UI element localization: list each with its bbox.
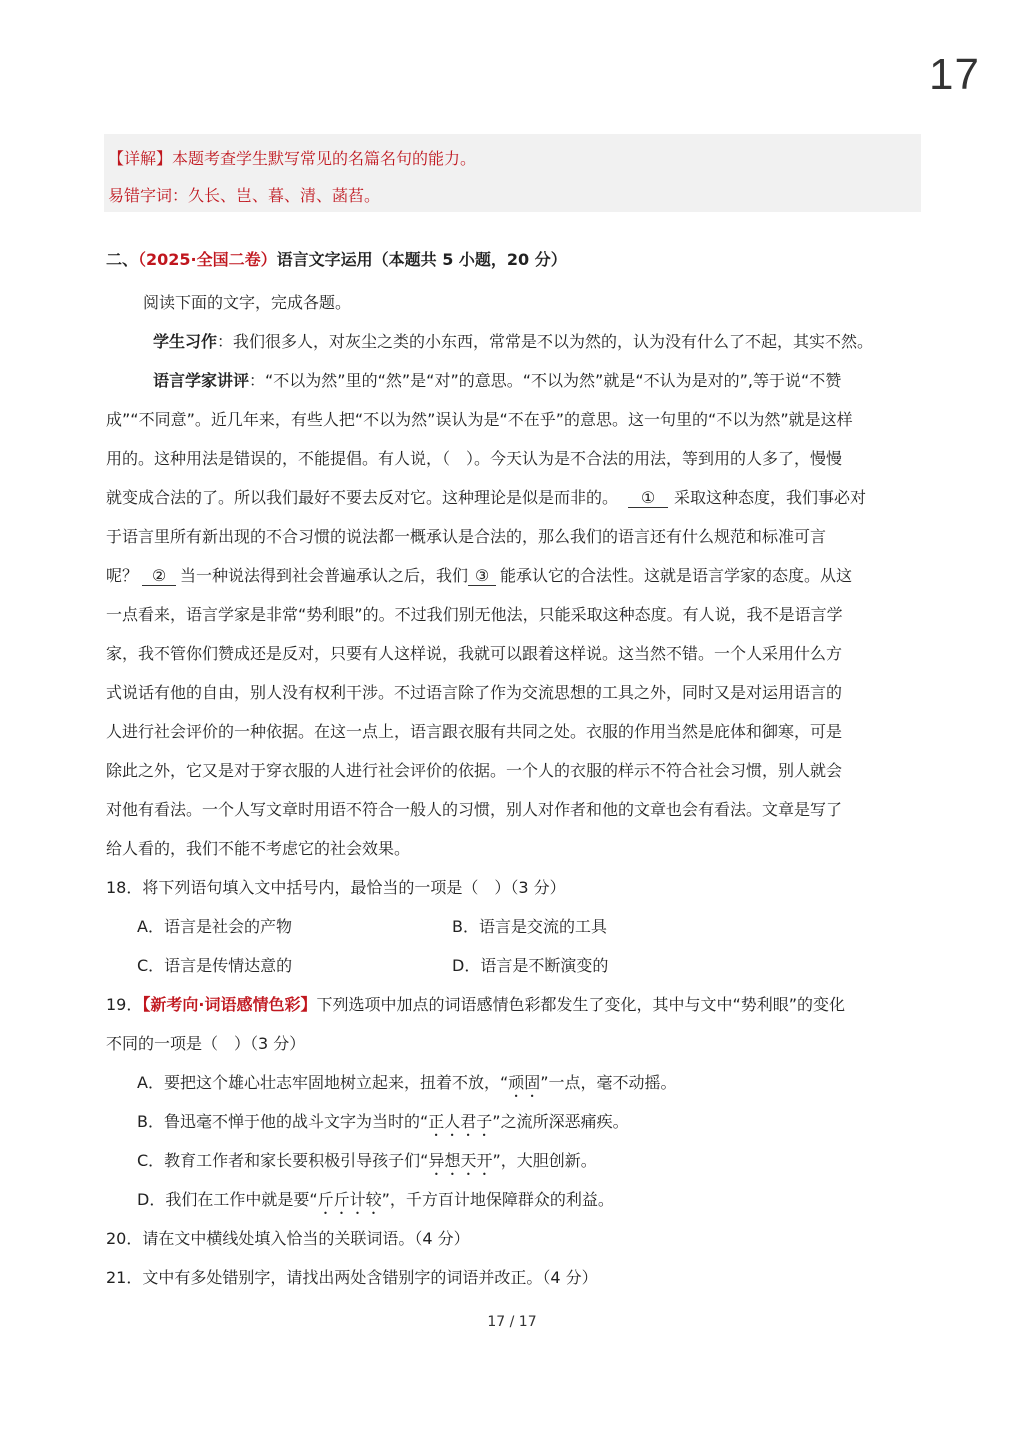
q19-option-a [137, 1070, 677, 1101]
q19-d-pre: D．我们在工作中就是要“ [137, 1190, 318, 1209]
q19-b-post: ”之流所深恶痛疾。 [492, 1112, 629, 1131]
student-label: 学生习作 [153, 332, 218, 351]
passage-text-4b: 采取这种态度，我们事必对 [674, 488, 867, 507]
q19-d-dotted-word: 斤斤计较 [317, 1190, 382, 1209]
q19-a-dotted-word: 顽固 [508, 1073, 541, 1092]
page-corner-number: 17 [929, 50, 980, 99]
q19-option-c [137, 1148, 597, 1179]
passage-text-4a: 就变成合法的了。所以我们最好不要去反对它。这种理论是似是而非的。 [106, 488, 619, 507]
analysis-line-1: 【详解】本题考查学生默写常见的名篇名句的能力。 [108, 149, 477, 168]
student-essay-line [153, 329, 873, 352]
q19-option-d [137, 1187, 614, 1218]
question-21-stem: 21．文中有多处错别字，请找出两处含错别字的词语并改正。（4 分） [106, 1268, 598, 1287]
q18-option-b: B．语言是交流的工具 [452, 917, 607, 936]
q18-option-a: A．语言是社会的产物 [137, 917, 292, 936]
q19-a-pre: A．要把这个雄心壮志牢固地树立起来，扭着不放，“ [137, 1073, 509, 1092]
question-20-stem: 20．请在文中横线处填入恰当的关联词语。（4 分） [106, 1229, 470, 1248]
q19-c-pre: C．教育工作者和家长要积极引导孩子们“ [137, 1151, 429, 1170]
passage-text-6b: 当一种说法得到社会普遍承认之后，我们 [180, 566, 469, 585]
q19-a-post: ”一点，毫不动摇。 [540, 1073, 677, 1092]
section-heading [106, 247, 567, 270]
q19-c-dotted-word: 异想天开 [428, 1151, 493, 1170]
passage-line-3: 用的。这种用法是错误的，不能提倡。有人说，（ ）。今天认为是不合法的用法，等到用的人多了，慢慢 [106, 449, 843, 468]
passage-line-12: 对他有看法。一个人写文章时用语不符合一般人的习惯，别人对作者和他的文章也会有看法。文章是写了 [106, 800, 843, 819]
passage-line-6 [106, 563, 852, 586]
section-title: 语言文字运用（本题共 5 小题，20 分） [276, 250, 567, 269]
q18-option-d: D．语言是不断演变的 [452, 956, 609, 975]
passage-line-7: 一点看来，语言学家是非常“势利眼”的。不过我们别无他法，只能采取这种态度。有人说，我不是语言学 [106, 605, 843, 624]
passage-text-6a: 呢？ [106, 566, 139, 585]
blank-1: ① [628, 488, 668, 508]
passage-text-1: ：“不以为然”里的“然”是“对”的意思。“不以为然”就是“不认为是对的”,等于说“不赞 [249, 371, 842, 390]
passage-line-13: 给人看的，我们不能不考虑它的社会效果。 [106, 839, 411, 858]
blank-2: ② [142, 566, 176, 586]
passage-text-6c: 能承认它的合法性。这就是语言学家的态度。从这 [500, 566, 853, 585]
q19-tag: 【新考向·词语感情色彩】 [142, 995, 317, 1014]
question-18-stem: 18．将下列语句填入文中括号内，最恰当的一项是（ ）（3 分） [106, 878, 566, 897]
q19-b-dotted-word: 正人君子 [428, 1112, 493, 1131]
q19-option-b [137, 1109, 629, 1140]
section-source: （2025·全国二卷） [138, 250, 277, 269]
instruction: 阅读下面的文字，完成各题。 [143, 293, 352, 312]
passage-line-11: 除此之外，它又是对于穿衣服的人进行社会评价的依据。一个人的衣服的样示不符合社会习惯，别人就会 [106, 761, 843, 780]
analysis-line-2: 易错字词：久长、岂、暮、清、菡萏。 [108, 186, 381, 205]
passage-line-1 [153, 368, 841, 391]
q19-b-pre: B．鲁迅毫不惮于他的战斗文字为当时的“ [137, 1112, 429, 1131]
section-number: 二、 [106, 250, 139, 269]
passage-line-4 [106, 485, 866, 508]
passage-line-10: 人进行社会评价的一种依据。在这一点上，语言跟衣服有共同之处。衣服的作用当然是庇体和御寒，可是 [106, 722, 843, 741]
q19-d-post: ”，千方百计地保障群众的利益。 [381, 1190, 614, 1209]
q19-stem-text: 下列选项中加点的词语感情色彩都发生了变化，其中与文中“势利眼”的变化 [316, 995, 846, 1014]
q19-number: 19． [106, 995, 143, 1014]
question-19-stem [106, 992, 845, 1015]
passage-line-8: 家，我不管你们赞成还是反对，只要有人这样说，我就可以跟着这样说。这当然不错。一个人采用什么方 [106, 644, 843, 663]
passage-line-2: 成”“不同意”。近几年来，有些人把“不以为然”误认为是“不在乎”的意思。这一句里的“不以为然”就是这样 [106, 410, 853, 429]
analysis-box [104, 134, 921, 212]
footer-page-number: 17 / 17 [487, 1314, 537, 1330]
expert-label: 语言学家讲评 [153, 371, 250, 390]
passage-line-9: 式说话有他的自由，别人没有权利干涉。不过语言除了作为交流思想的工具之外，同时又是对运用语言的 [106, 683, 843, 702]
passage-line-5: 于语言里所有新出现的不合习惯的说法都一概承认是合法的，那么我们的语言还有什么规范和标准可言 [106, 527, 827, 546]
q18-option-c: C．语言是传情达意的 [137, 956, 293, 975]
blank-3: ③ [468, 566, 496, 586]
student-text: ：我们很多人，对灰尘之类的小东西，常常是不以为然的，认为没有什么了不起，其实不然。 [217, 332, 874, 351]
q19-c-post: ”，大胆创新。 [492, 1151, 597, 1170]
question-19-stem-cont: 不同的一项是（ ）（3 分） [106, 1034, 306, 1053]
